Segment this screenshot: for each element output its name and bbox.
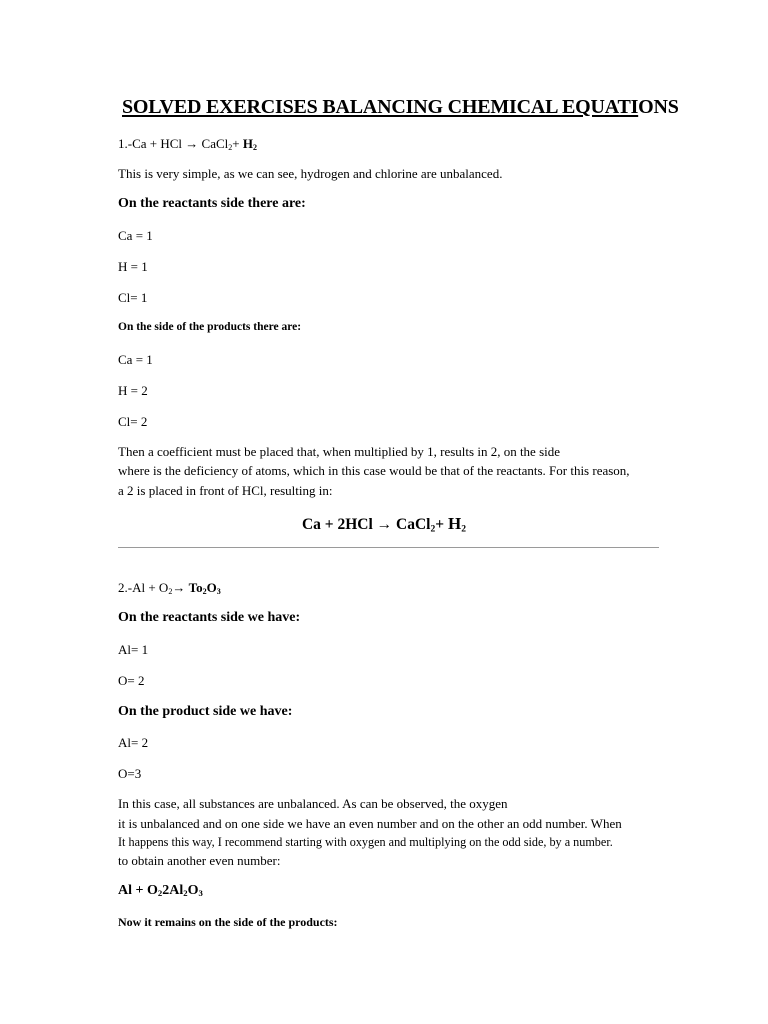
exercise-2-step-equation: $Al + O_22Al_2O_3$ bbox=[118, 883, 203, 899]
exercise-2-remaining-heading: Now it remains on the side of the products: bbox=[118, 915, 338, 929]
explanation-line: Then a coefficient must be placed that, when multiplied by 1, results in 2, on the side bbox=[118, 444, 561, 459]
explanation-line: where is the deficiency of atoms, which in this case would be that of the reactants. For this reason, bbox=[118, 463, 630, 478]
product-count: O=3 bbox=[118, 766, 142, 781]
reactant-count: H = 1 bbox=[118, 259, 148, 274]
page-title-rest: ONS bbox=[638, 96, 679, 118]
page-title-underlined: SOLVED EXERCISES BALANCING CHEMICAL EQUATI bbox=[122, 96, 639, 118]
exercise-1-products-heading: On the side of the products there are: bbox=[118, 321, 302, 333]
product-count: Cl= 2 bbox=[118, 414, 148, 429]
reactant-count: Al= 1 bbox=[118, 642, 149, 657]
reactant-count: Ca = 1 bbox=[118, 228, 153, 243]
exercise-2-reactants-heading: On the reactants side we have: bbox=[118, 610, 301, 625]
page-title bbox=[122, 96, 679, 119]
explanation-line: to obtain another even number: bbox=[118, 853, 281, 868]
reactant-count: O= 2 bbox=[118, 673, 145, 688]
explanation-line: it is unbalanced and on one side we have an even number and on the other an odd number. When bbox=[118, 816, 622, 831]
product-count: Al= 2 bbox=[118, 735, 149, 750]
exercise-1-reactants-heading: On the reactants side there are: bbox=[118, 196, 306, 211]
exercise-1-equation: 1.-Ca + HCl → CaCl$_2$+ $H_2$ bbox=[118, 136, 258, 152]
exercise-1-intro: This is very simple, as we can see, hydrogen and chlorine are unbalanced. bbox=[118, 166, 503, 181]
product-count: H = 2 bbox=[118, 383, 148, 398]
explanation-line: a 2 is placed in front of HCl, resulting in: bbox=[118, 483, 333, 498]
section-divider bbox=[118, 547, 659, 548]
explanation-line: In this case, all substances are unbalanced. As can be observed, the oxygen bbox=[118, 796, 508, 811]
reactant-count: Cl= 1 bbox=[118, 290, 148, 305]
product-count: Ca = 1 bbox=[118, 352, 153, 367]
exercise-2-equation: $2.-Al + O_2\to To_2O_3$ bbox=[118, 580, 221, 596]
exercise-1-balanced-equation: Ca + 2HCl → CaCl$_2$+ $H_2$ bbox=[301, 514, 467, 535]
exercise-2-products-heading: On the product side we have: bbox=[118, 704, 293, 719]
explanation-line: It happens this way, I recommend starting with oxygen and multiplying on the odd side, by a number. bbox=[118, 835, 613, 849]
